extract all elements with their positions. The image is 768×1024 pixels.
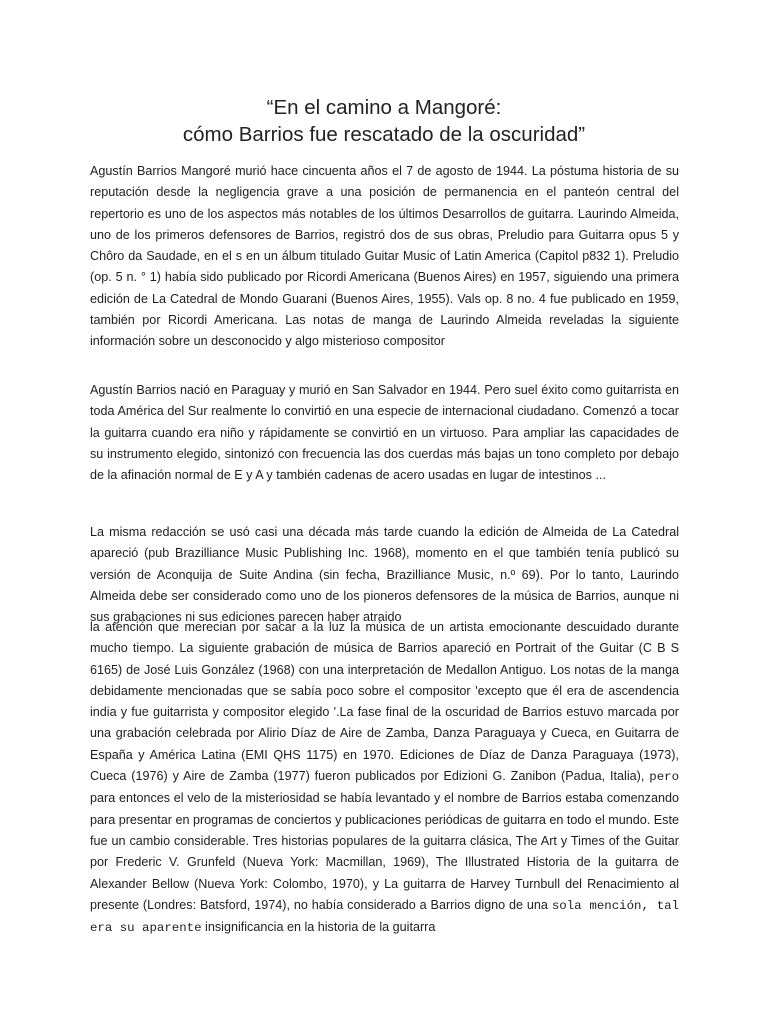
title-line-1: “En el camino a Mangoré:	[266, 96, 502, 119]
paragraph-4-text-a: la atención que merecian por sacar a la luz la música de un artista emocionante descuidado durante mucho tiempo. La siguiente grabación de música de Barrios apareció en Portrait of the Guitar (C B S 6165) de José Luis González (1968) con una interpretación de Medallon Antiguo. Los notas de la manga debidamente mencionadas que se sabía poco sobre el compositor 'excepto que él era de ascendencia india y fue guitarrista y compositor elegido '.La fase final de la oscuridad de Barrios estuvo marcada por una grabación celebrada por Alirio Díaz de Aire de Zamba, Danza Paraguaya y Cueca, en Guitarra de España y América Latina (EMI QHS 1175) en 1970. Ediciones de Díaz de Danza Paraguaya (1973), Cueca (1976) y Aire de Zamba (1977) fueron publicados por Edizioni G. Zanibon (Padua, Italia),	[90, 620, 679, 784]
paragraph-4-text-c: insignificancia en la historia de la guitarra	[205, 920, 436, 935]
title-line-2: cómo Barrios fue rescatado de la oscuridad”	[182, 123, 586, 146]
paragraph-4-mono-b: sola mención, tal era su aparente	[90, 898, 680, 936]
document-title	[80, 94, 688, 148]
paragraph-1: Agustín Barrios Mangoré murió hace cincuenta años el 7 de agosto de 1944. La póstuma historia de su reputación desde la negligencia grave a una posición de permanencia en el panteón central del repertorio es uno de los aspectos más notables de los últimos Desarrollos de guitarra. Laurindo Almeida, uno de los primeros defensores de Barrios, registró dos de sus obras, Preludio para Guitarra opus 5 y Chôro da Saudade, en el s en un álbum titulado Guitar Music of Latin America (Capitol p832 1). Preludio (op. 5 n. ° 1) había sido publicado por Ricordi Americana (Buenos Aires) en 1957, siguiendo una primera edición de La Catedral de Mondo Guarani (Buenos Aires, 1955). Vals op. 8 no. 4 fue publicado en 1959, también por Ricordi Americana. Las notas de manga de Laurindo Almeida reveladas la siguiente información sobre un desconocido y algo misterioso compositor	[90, 164, 679, 349]
paragraph-4-mono-a: pero	[649, 770, 680, 785]
paragraph-2: Agustín Barrios nació en Paraguay y murió en San Salvador en 1944. Pero suel éxito como guitarrista en toda América del Sur realmente lo convirtió en una especie de internacional ciudadano. Comenzó a tocar la guitarra cuando era niño y rápidamente se convirtió en un virtuoso. Para ampliar las capacidades de su instrumento elegido, sintonizó con frecuencia las dos cuerdas más bajas un tono completo por debajo de la afinación normal de E y A y también cadenas de acero usadas en lugar de intestinos ...	[90, 383, 679, 483]
paragraph-4-text-b: para entonces el velo de la misteriosidad se había levantado y el nombre de Barrios estaba comenzando para presentar en programas de conciertos y publicaciones periódicas de guitarra en todo el mundo. Este fue un cambio considerable. Tres historias populares de la guitarra clásica, The Art y Times of the Guitar por Frederic V. Grunfeld (Nueva York: Macmillan, 1969), The Illustrated Historia de la guitarra de Alexander Bellow (Nueva York: Colombo, 1970), y La guitarra de Harvey Turnbull del Renacimiento al presente (Londres: Batsford, 1974), no había considerado a Barrios digno de una	[90, 791, 679, 912]
paragraph-4	[90, 617, 679, 939]
paragraph-3: La misma redacción se usó casi una década más tarde cuando la edición de Almeida de La Catedral apareció (pub Brazilliance Music Publishing Inc. 1968), momento en el que también tenía publicó su versión de Aconquija de Suite Andina (sin fecha, Brazilliance Music, n.º 69). Por lo tanto, Laurindo Almeida debe ser considerado como uno de los pioneros defensores de la música de Barrios, aunque ni sus grabaciones ni sus ediciones parecen haber atraido	[90, 525, 679, 625]
